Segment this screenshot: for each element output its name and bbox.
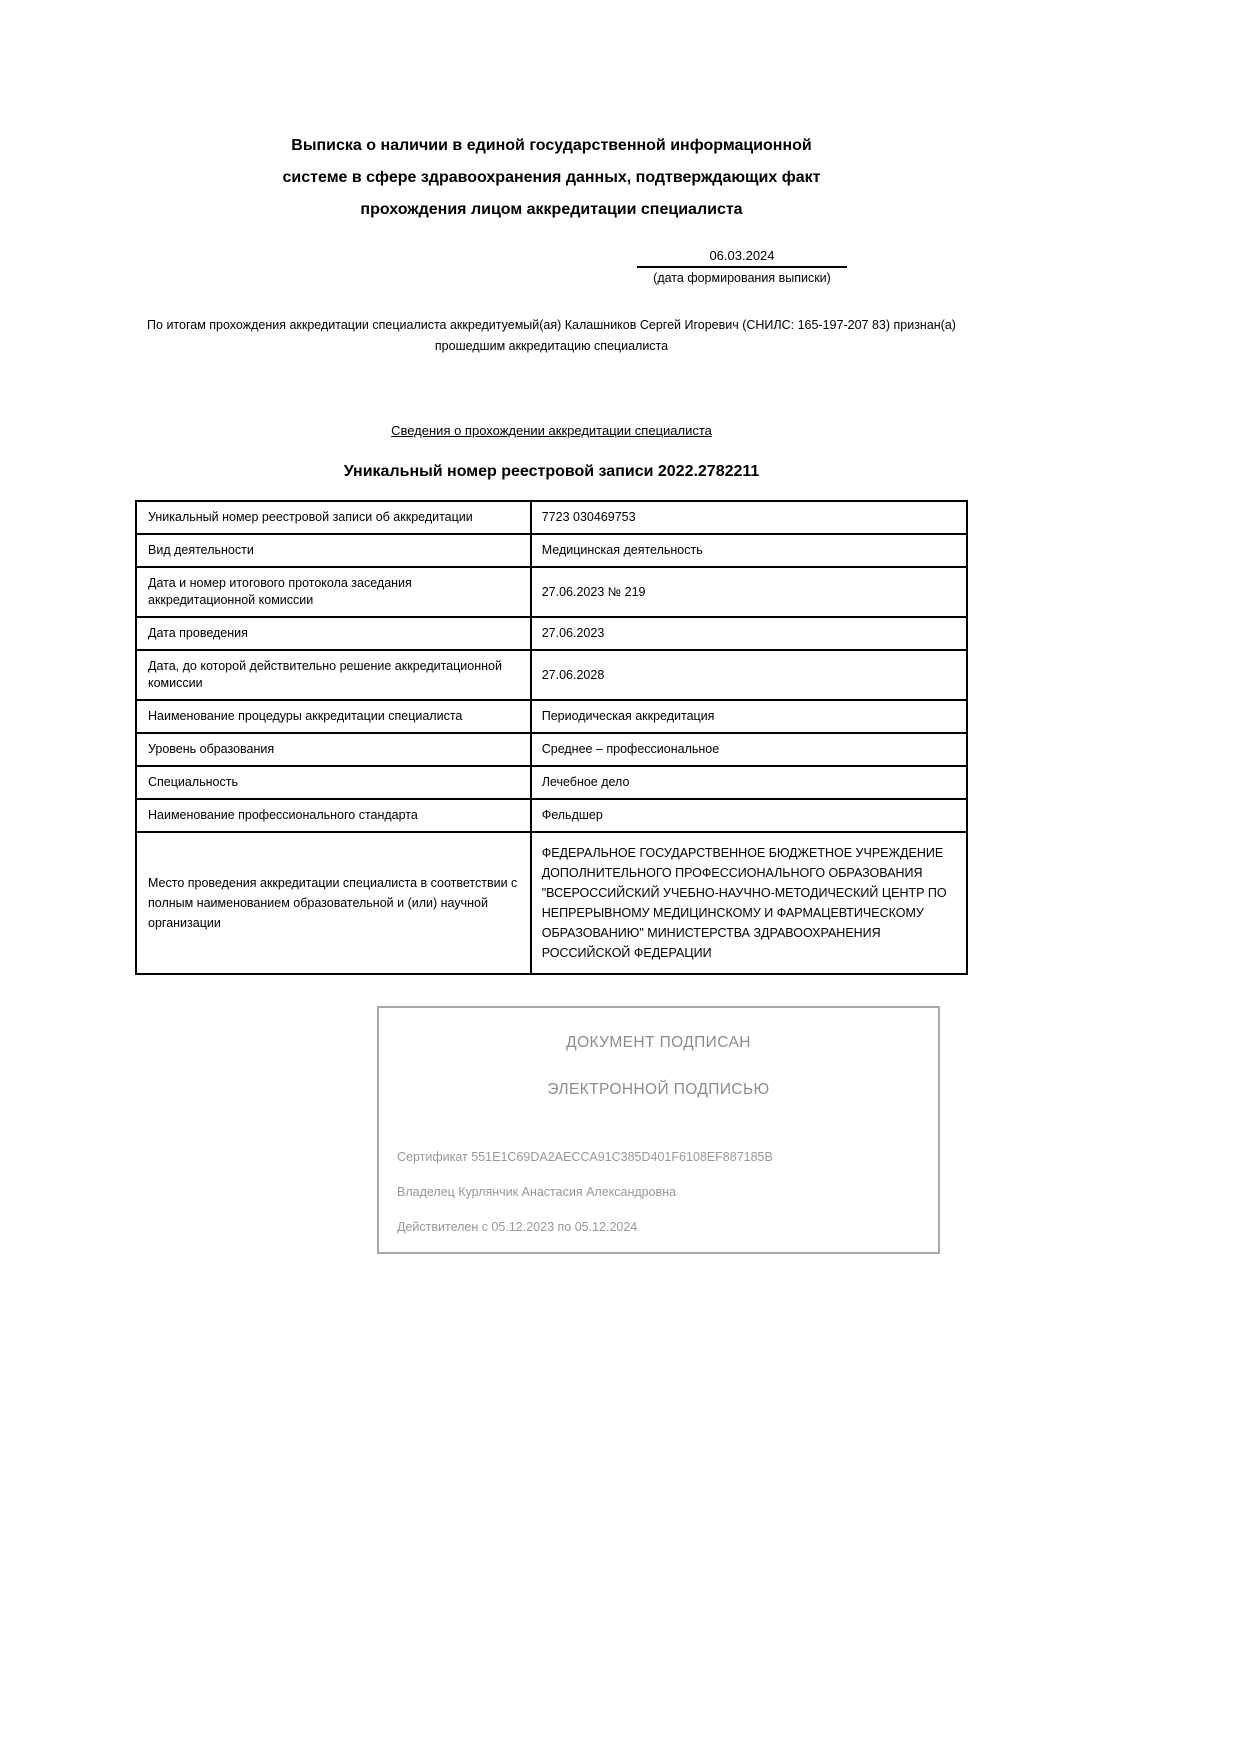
- field-label: Дата и номер итогового протокола заседания аккредитационной комиссии: [136, 567, 531, 617]
- field-value: ФЕДЕРАЛЬНОЕ ГОСУДАРСТВЕННОЕ БЮДЖЕТНОЕ УЧРЕЖДЕНИЕ ДОПОЛНИТЕЛЬНОГО ПРОФЕССИОНАЛЬНОГО ОБРАЗОВАНИЯ "ВСЕРОССИЙСКИЙ УЧЕБНО-НАУЧНО-МЕТОДИЧЕСКИЙ ЦЕНТР ПО НЕПРЕРЫВНОМУ МЕДИЦИНСКОМУ И ФАРМАЦЕВТИЧЕСКОМУ ОБРАЗОВАНИЮ" МИНИСТЕРСТВА ЗДРАВООХРАНЕНИЯ РОССИЙСКОЙ ФЕДЕРАЦИИ: [531, 832, 967, 974]
- field-value: 7723 030469753: [531, 501, 967, 534]
- table-row: [136, 567, 967, 617]
- signature-box: [377, 1006, 940, 1254]
- field-value: Среднее – профессиональное: [531, 733, 967, 766]
- validity-line: Действителен с 05.12.2023 по 05.12.2024: [397, 1220, 638, 1234]
- field-value: Фельдшер: [531, 799, 967, 832]
- field-label: Вид деятельности: [136, 534, 531, 567]
- document-title-line: прохождения лицом аккредитации специалиста: [360, 201, 743, 218]
- document-title-line: системе в сфере здравоохранения данных, подтверждающих факт: [282, 169, 821, 186]
- field-label: Уровень образования: [136, 733, 531, 766]
- document-title: [135, 130, 968, 226]
- field-label: Специальность: [136, 766, 531, 799]
- registry-number-heading: Уникальный номер реестровой записи 2022.2782211: [343, 463, 760, 480]
- section-heading: Сведения о прохождении аккредитации специалиста: [391, 423, 712, 438]
- signature-title-line1: ДОКУМЕНТ ПОДПИСАН: [566, 1034, 751, 1051]
- table-row: [136, 766, 967, 799]
- generation-date: 06.03.2024: [637, 248, 847, 268]
- table-row: [136, 832, 967, 974]
- generation-date-caption: (дата формирования выписки): [653, 271, 831, 285]
- signature-title-line2: ЭЛЕКТРОННОЙ ПОДПИСЬЮ: [547, 1081, 770, 1098]
- field-label: Уникальный номер реестровой записи об аккредитации: [136, 501, 531, 534]
- field-value: 27.06.2023: [531, 617, 967, 650]
- field-label: Дата, до которой действительно решение аккредитационной комиссии: [136, 650, 531, 700]
- field-value: 27.06.2028: [531, 650, 967, 700]
- field-label: Дата проведения: [136, 617, 531, 650]
- table-row: [136, 534, 967, 567]
- accreditation-table: [135, 500, 968, 975]
- owner-line: Владелец Курлянчик Анастасия Александровна: [397, 1185, 677, 1199]
- field-value: Периодическая аккредитация: [531, 700, 967, 733]
- field-label: Наименование профессионального стандарта: [136, 799, 531, 832]
- field-label: Место проведения аккредитации специалиста в соответствии с полным наименованием образовательной и (или) научной организации: [136, 832, 531, 974]
- table-row: [136, 650, 967, 700]
- certificate-line: Сертификат 551E1C69DA2AECCA91C385D401F6108EF887185B: [397, 1150, 773, 1164]
- table-row: [136, 700, 967, 733]
- document-content: [135, 0, 968, 1254]
- field-label: Наименование процедуры аккредитации специалиста: [136, 700, 531, 733]
- field-value: 27.06.2023 № 219: [531, 567, 967, 617]
- intro-paragraph: По итогам прохождения аккредитации специалиста аккредитуемый(ая) Калашников Сергей Игоревич (СНИЛС: 165-197-207 83) признан(а) прошедшим аккредитацию специалиста: [147, 318, 956, 353]
- table-row: [136, 501, 967, 534]
- generation-date-block: [637, 248, 847, 285]
- field-value: Медицинская деятельность: [531, 534, 967, 567]
- table-row: [136, 733, 967, 766]
- document-title-line: Выписка о наличии в единой государственной информационной: [291, 137, 812, 154]
- field-value: Лечебное дело: [531, 766, 967, 799]
- table-row: [136, 617, 967, 650]
- table-row: [136, 799, 967, 832]
